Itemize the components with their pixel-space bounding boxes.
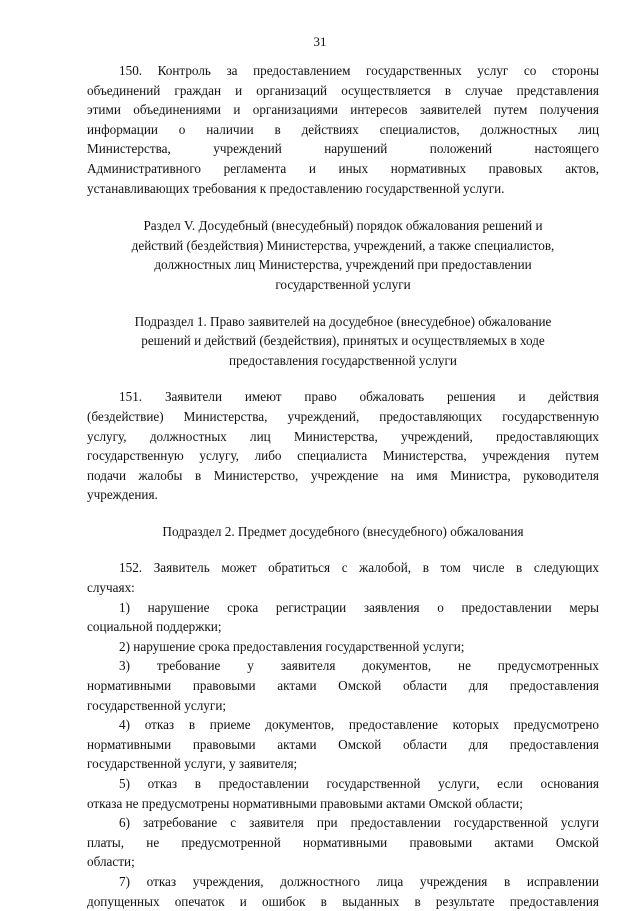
subsection-1-heading — [87, 312, 599, 371]
text-line: устанавливающих требования к предоставлению государственной услуги. — [87, 180, 505, 196]
text-line: 5) отказ в предоставлении государственной услуги, если основания — [119, 776, 599, 791]
text-line: 152. Заявитель может обратиться с жалобой, в том числе в следующих — [119, 560, 599, 576]
text-line: 7) отказ учреждения, должностного лица учреждения в исправлении — [119, 873, 599, 889]
heading-line: Подраздел 1. Право заявителей на досудебное (внесудебное) обжалование — [134, 313, 552, 329]
section-5-heading — [87, 216, 599, 294]
document-body — [87, 61, 599, 911]
paragraph-152-intro — [87, 558, 599, 597]
text-line: 2) нарушение срока предоставления государственной услуги; — [119, 638, 465, 654]
list-item — [87, 656, 599, 715]
text-line: государственной услуги, у заявителя; — [87, 756, 298, 772]
text-line: государственной услуги; — [87, 697, 227, 713]
list-item — [87, 774, 599, 813]
text-line: области; — [87, 854, 135, 870]
text-line: нормативными правовыми актами Омской области для предоставления — [87, 678, 599, 694]
text-line: 151. Заявители имеют право обжаловать решения и действия — [119, 389, 599, 405]
heading-line: должностных лиц Министерства, учреждений при предоставлении — [154, 257, 532, 273]
list-item — [87, 813, 599, 872]
text-line: 4) отказ в приеме документов, предоставление которых предусмотрено — [119, 717, 599, 733]
text-line: нормативными правовыми актами Омской области для предоставления — [87, 736, 599, 752]
text-line: социальной поддержки; — [87, 619, 222, 635]
text-line: случаях: — [87, 580, 135, 596]
text-line: Административного регламента и иных нормативных правовых актов, — [87, 160, 599, 176]
page-number: 31 — [313, 34, 327, 49]
heading-line: государственной услуги — [275, 276, 411, 292]
text-line: информации о наличии в действиях специалистов, должностных лиц — [87, 121, 599, 137]
paragraph-151 — [87, 387, 599, 505]
heading-line: Раздел V. Досудебный (внесудебный) порядок обжалования решений и — [143, 218, 543, 234]
text-line: подачи жалобы в Министерство, учреждение на имя Министра, руководителя — [87, 467, 599, 483]
text-line: 6) затребование с заявителя при предоставлении государственной услуги — [119, 815, 599, 831]
subsection-2-heading — [87, 522, 599, 542]
text-line: учреждения. — [87, 487, 158, 503]
list-item — [87, 637, 599, 657]
list-item — [87, 715, 599, 774]
text-line: объединений граждан и организаций осуществляется в случае представления — [87, 82, 599, 98]
text-line: 3) требование у заявителя документов, не предусмотренных — [119, 658, 599, 674]
paragraph-150 — [87, 61, 599, 198]
text-line: услугу, должностных лиц Министерства, учреждений, предоставляющих — [87, 428, 599, 444]
list-item — [87, 598, 599, 637]
text-line: Министерства, учреждений нарушений положений настоящего — [87, 141, 599, 157]
text-line: 1) нарушение срока регистрации заявления о предоставлении меры — [119, 599, 599, 615]
heading-line: действий (бездействия) Министерства, учреждений, а также специалистов, — [131, 237, 555, 253]
text-line: 150. Контроль за предоставлением государственных услуг со стороны — [119, 63, 599, 78]
text-line: этими объединениями и организациями интересов заявителей путем получения — [87, 102, 599, 118]
heading-line: предоставления государственной услуги — [229, 352, 457, 368]
text-line: платы, не предусмотренной нормативными правовыми актами Омской — [87, 834, 599, 850]
text-line: (бездействие) Министерства, учреждений, предоставляющих государственную — [87, 408, 599, 424]
text-line: государственную услугу, либо специалиста Министерства, учреждения путем — [87, 448, 599, 464]
heading-line: Подраздел 2. Предмет досудебного (внесудебного) обжалования — [162, 523, 524, 539]
list-item — [87, 872, 599, 911]
heading-line: решений и действий (бездействия), принятых и осуществляемых в ходе — [141, 333, 545, 349]
text-line: допущенных опечаток и ошибок в выданных в результате предоставления — [87, 893, 599, 909]
text-line: отказа не предусмотрены нормативными правовыми актами Омской области; — [87, 795, 523, 811]
